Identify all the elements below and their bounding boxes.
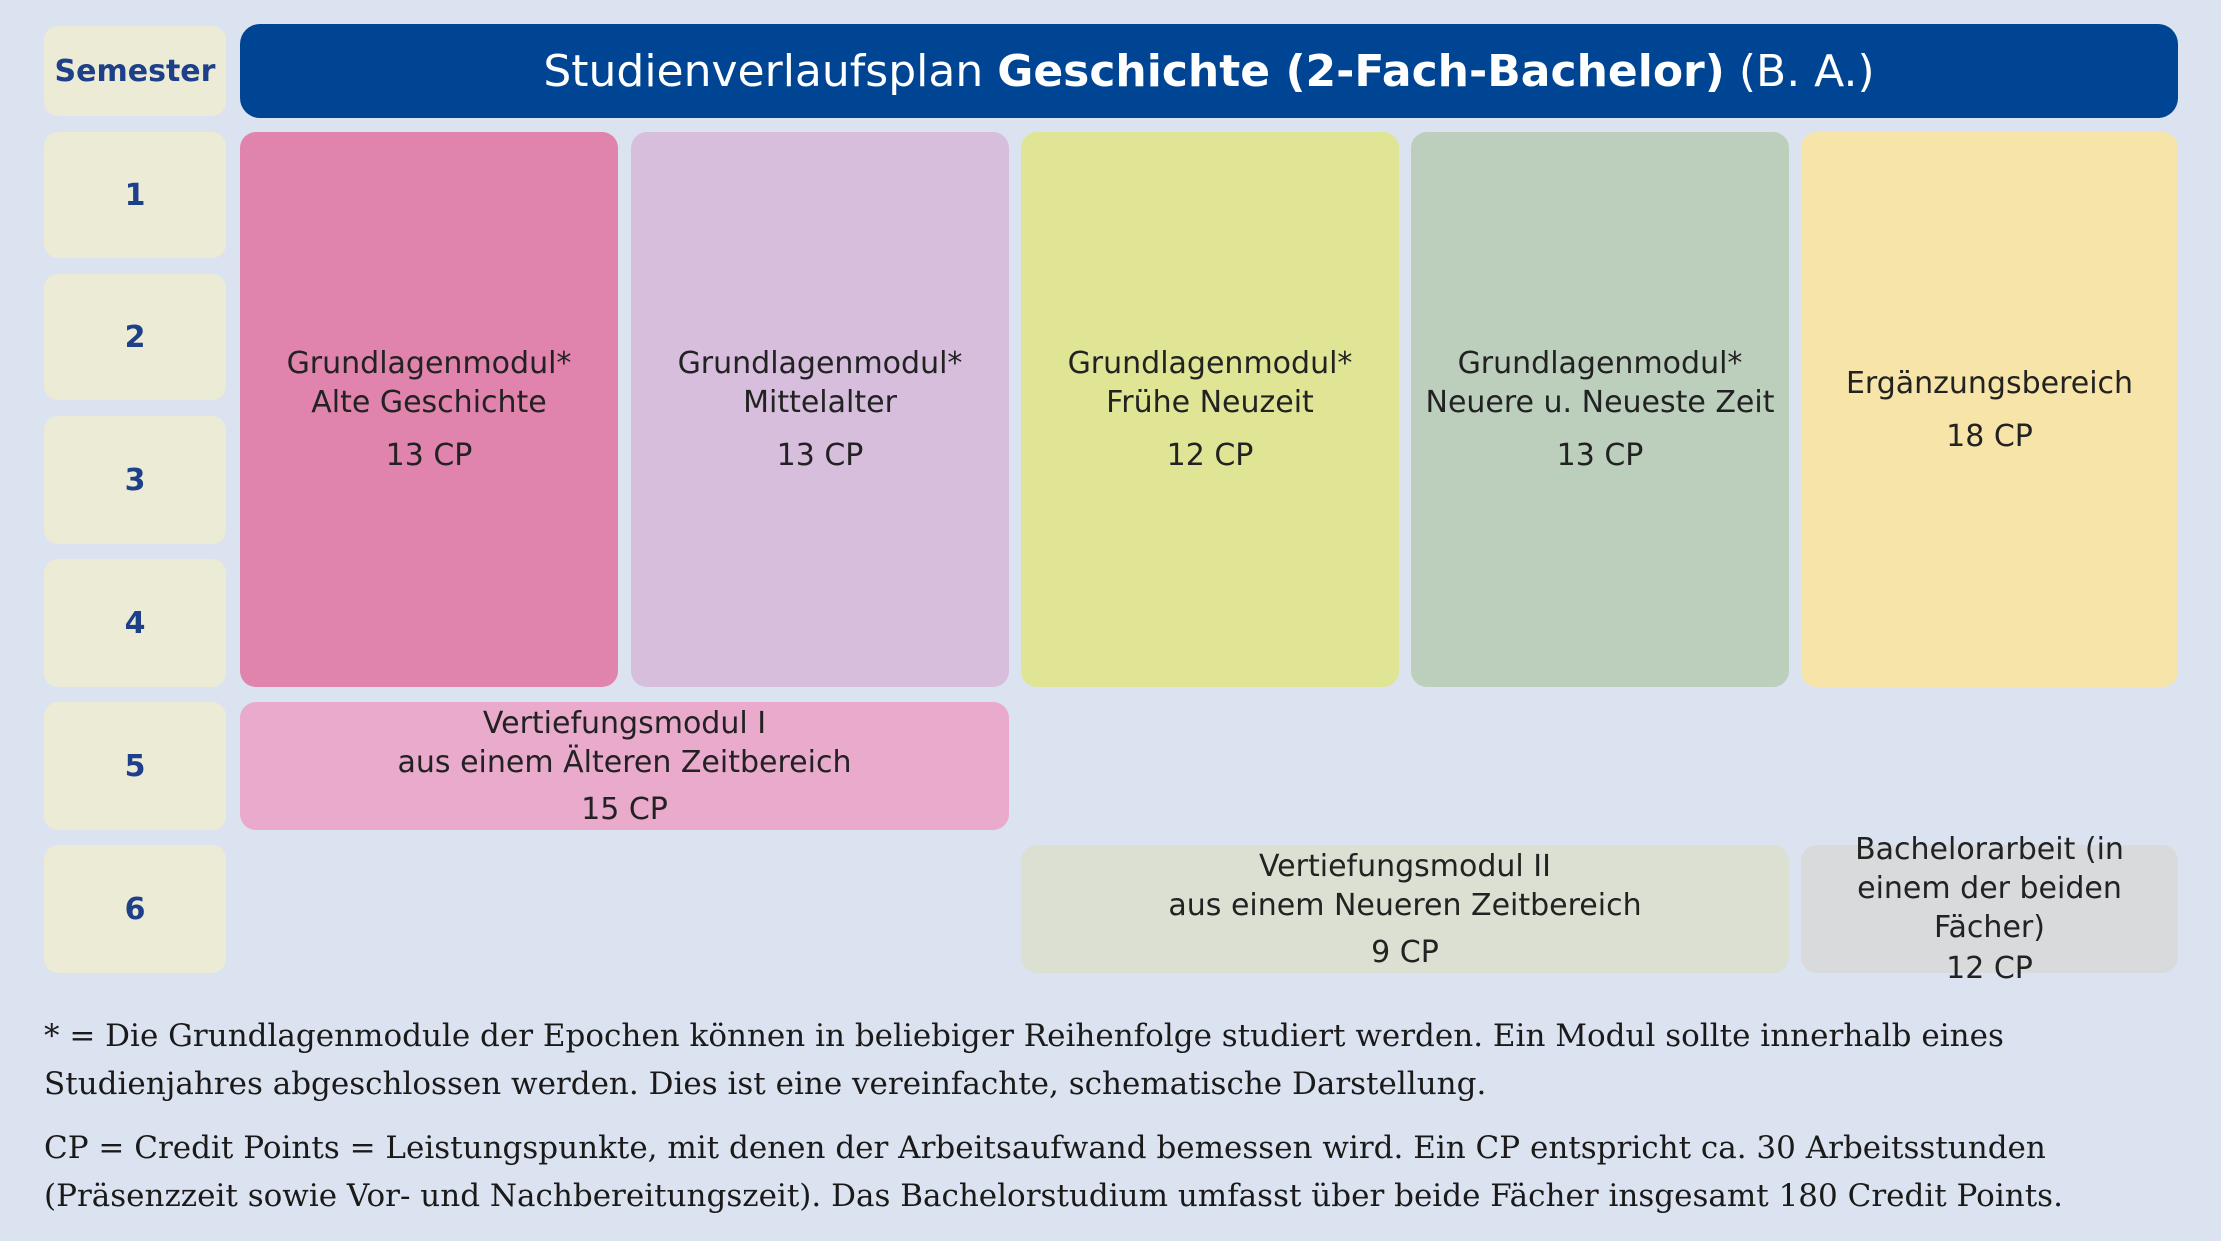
module-vertiefung-1 (240, 702, 1009, 830)
semester-4 (44, 559, 226, 687)
module-title: Vertiefungsmodul I (482, 705, 767, 741)
module-subtitle: aus einem Älteren Zeitbereich (397, 744, 852, 780)
module-credits: 15 CP (581, 791, 668, 827)
module-title: Grundlagenmodul* (286, 346, 572, 381)
module-bachelorarbeit (1801, 832, 2178, 986)
plan-title-subject: Geschichte (2-Fach-Bachelor) (997, 45, 1725, 97)
module-credits: 9 CP (1371, 934, 1439, 970)
module-neuere-neueste-zeit (1411, 132, 1789, 687)
semester-header (44, 26, 226, 116)
semester-2 (44, 274, 226, 400)
semester-number: 1 (124, 177, 146, 213)
semester-5 (44, 702, 226, 830)
module-title: Grundlagenmodul* (1067, 346, 1353, 381)
semester-number: 2 (124, 319, 146, 355)
module-subtitle: einem der beiden Fächer) (1857, 871, 2122, 945)
semester-1 (44, 132, 226, 258)
module-vertiefung-2 (1021, 845, 1789, 973)
semester-header-label: Semester (54, 53, 216, 89)
module-credits: 13 CP (1556, 438, 1644, 473)
plan-title-degree: (B. A.) (1738, 45, 1875, 97)
module-title: Bachelorarbeit (in (1855, 832, 2124, 867)
semester-number: 6 (124, 891, 146, 927)
module-subtitle: Neuere u. Neueste Zeit (1425, 385, 1775, 420)
semester-6 (44, 845, 226, 973)
module-title: Ergänzungsbereich (1845, 365, 2134, 401)
footnote-credit-points: CP = Credit Points = Leistungspunkte, mit denen der Arbeitsaufwand bemessen wird. Ein CP entspricht ca. 30 Arbeitsstunden (Präsenzzeit sowie Vor- und Nachbereitungszeit). Das Bachelorstudium umfasst über beide Fächer insgesamt 180 Credit Points. (44, 1130, 2063, 1215)
semester-number: 3 (124, 462, 146, 498)
semester-3 (44, 416, 226, 544)
footnote-asterisk: * = Die Grundlagenmodule der Epochen können in beliebiger Reihenfolge studiert werden. Ein Modul sollte innerhalb eines Studienjahres abgeschlossen werden. Dies ist eine vereinfachte, schematische Darstellung. (44, 1018, 2004, 1103)
module-fruehe-neuzeit (1021, 132, 1399, 687)
module-subtitle: Mittelalter (743, 385, 897, 420)
module-title: Vertiefungsmodul II (1258, 848, 1551, 884)
module-subtitle: Frühe Neuzeit (1106, 385, 1314, 420)
module-credits: 13 CP (776, 438, 864, 473)
plan-title (240, 24, 2178, 118)
module-title: Grundlagenmodul* (677, 346, 963, 381)
module-ergaenzungsbereich (1801, 132, 2178, 687)
module-credits: 13 CP (385, 438, 473, 473)
module-subtitle: Alte Geschichte (311, 385, 547, 420)
module-mittelalter (631, 132, 1009, 687)
semester-number: 5 (124, 748, 146, 784)
module-credits: 12 CP (1946, 951, 2033, 986)
plan-title-prefix: Studienverlaufsplan (543, 45, 984, 97)
module-credits: 18 CP (1946, 418, 2033, 454)
module-title: Grundlagenmodul* (1457, 346, 1743, 381)
module-credits: 12 CP (1166, 438, 1254, 473)
semester-number: 4 (124, 605, 146, 641)
module-subtitle: aus einem Neueren Zeitbereich (1168, 887, 1642, 923)
module-alte-geschichte (240, 132, 618, 687)
